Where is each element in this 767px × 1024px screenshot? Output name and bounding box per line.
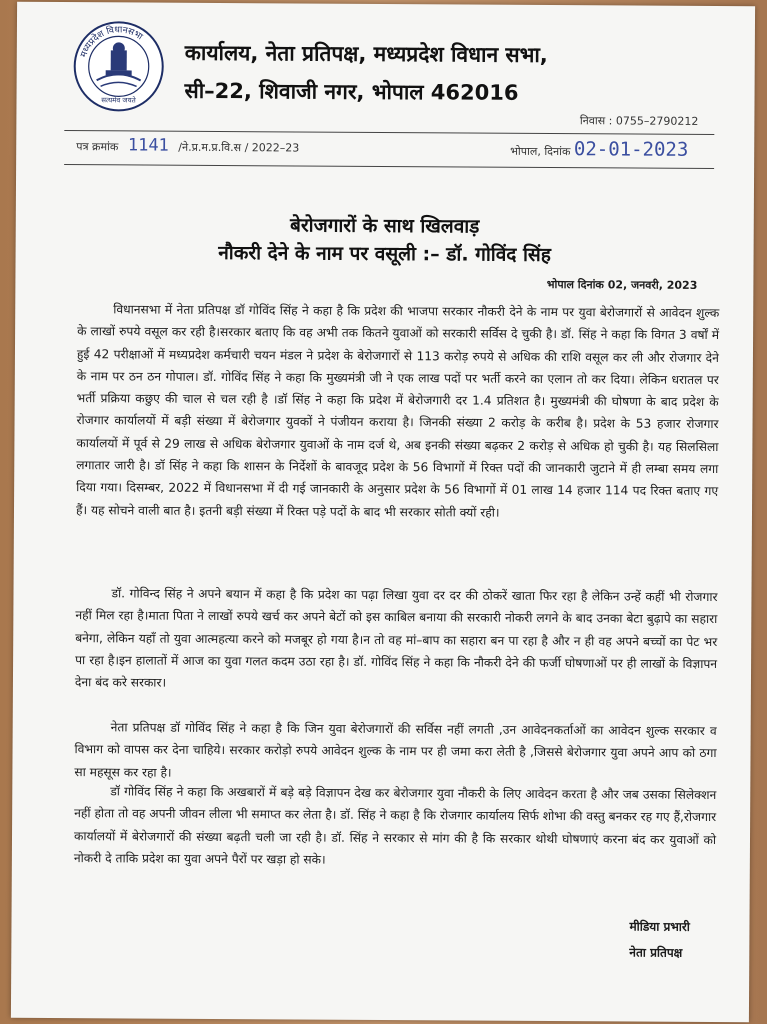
reference-number — [76, 135, 299, 156]
headline-line-2: नौकरी देने के नाम पर वसूली :– डॉ. गोविंद सिंह — [218, 241, 551, 267]
svg-text:मध्यप्रदेश विधानसभा: मध्यप्रदेश विधानसभा — [79, 25, 145, 59]
date-label: भोपाल, दिनांक — [510, 144, 571, 159]
letter-date — [510, 138, 688, 161]
letter-page — [11, 2, 755, 1022]
place-and-date: भोपाल दिनांक 02, जनवरी, 2023 — [546, 277, 698, 292]
svg-text:सत्यमेव जयते: सत्यमेव जयते — [101, 96, 136, 105]
office-address-line: सी–22, शिवाजी नगर, भोपाल 462016 — [184, 78, 519, 105]
handwritten-reference-number: 1141 — [127, 135, 169, 156]
reference-suffix: /ने.प्र.म.प्र.वि.स / 2022–23 — [178, 140, 300, 155]
office-name-line: कार्यालय, नेता प्रतिपक्ष, मध्यप्रदेश विधान सभा, — [184, 40, 548, 67]
signature-office: नेता प्रतिपक्ष — [629, 945, 683, 960]
header-divider-bottom — [64, 164, 714, 169]
handwritten-date: 02-01-2023 — [573, 138, 689, 161]
body-paragraph: नेता प्रतिपक्ष डॉ गोविंद सिंह ने कहा है कि जिन युवा बेरोजगारों की सर्विस नहीं लगती ,उन आवेदनकर्ताओं का आवेदन शुल्क सरकार व विभाग को वापस कर देना चाहिये। सरकार करोड़ो रुपये आवेदन शुल्क के नाम पर ही जमा करा लेती है ,जिससे बेरोजगार युवा अपने आप को ठगा सा महसूस कर रहा है। — [74, 720, 717, 780]
body-paragraph: डॉ. गोविन्द सिंह ने अपने बयान में कहा है कि प्रदेश का पढ़ा लिखा युवा दर दर की ठोकरें खाता फिर रहा है लेकिन उन्हें कहीं भी रोजगार नहीं मिल रहा है।माता पिता ने लाखों रुपये खर्च कर अपने बेटों को इस काबिल बनाया की सरकारी नोकरी लगने के बाद उनका बेटा बुढ़ापे का सहारा बनेगा, लेकिन यहाँ तो युवा आत्महत्या करने को मजबूर हो गया है।न तो वह मां–बाप का सहारा बन पा रहा है और न ही वह अपने बच्चों का पेट भर पा रहा है।इन हालातों में आज का युवा गलत कदम उठा रहा है। डॉ. गोविंद सिंह ने कहा कि नौकरी देने की फर्जी घोषणाओं पर ही लाखों के विज्ञापन देना बंद करे सरकार। — [74, 586, 718, 690]
header-divider-top — [64, 130, 714, 135]
body-paragraph: डॉ गोविंद सिंह ने कहा कि अखबारों में बड़े बड़े विज्ञापन देख कर बेरोजगार युवा नौकरी के लिए आवेदन करता है और जब उसका सिलेक्शन नहीं होता तो वह अपनी जीवन लीला भी समाप्त कर लेता है। डॉ. सिंह ने कहा है कि रोजगार कार्यालय सिर्फ शोभा की वस्तु बनकर रह गए हैं,रोजगार कार्यालयों में बेरोजगारों की संख्या बढ़ती चली जा रही है। डॉ. सिंह ने सरकार से मांग की है कि सरकार थोथी घोषणाएं करना बंद कर युवाओं को नोकरी दे ताकि प्रदेश का युवा अपने पैरों पर खड़ा हो सके। — [73, 784, 717, 867]
reference-label: पत्र क्रमांक — [76, 140, 119, 154]
assembly-seal-logo — [72, 20, 165, 113]
signature-title: मीडिया प्रभारी — [629, 919, 690, 934]
body-paragraph: विधानसभा में नेता प्रतिपक्ष डॉ गोविंद सिंह ने कहा है कि प्रदेश की भाजपा सरकार नौकरी देने के नाम पर युवा बेरोजगारों से आवेदन शुल्क के लाखों रुपये वसूल कर रही है।सरकार बताए कि वह अभी तक कितने युवाओं को सरकारी सर्विस दे चुकी है। डॉ. सिंह ने कहा कि विगत 3 वर्षों में हुई 42 परीक्षाओं में मध्यप्रदेश कर्मचारी चयन मंडल ने प्रदेश के बेरोजगारों से 113 करोड़ रुपये से अधिक की राशि वसूल कर ली और रोजगार देने के नाम पर ठन ठन गोपाल। डॉ. गोविंद सिंह ने कहा कि मुख्यमंत्री जी ने एक लाख पदों पर भर्ती करने का एलान तो कर दिया। लेकिन धरातल पर भर्ती प्रक्रिया कछुए की चाल से चल रही है ।डॉ सिंह ने कहा कि प्रदेश में बेरोजगारी दर 1.4 प्रतिशत है। मुख्यमंत्री की घोषणा के बाद प्रदेश के रोजगार कार्यालयों में बड़ी संख्या में बेरोजगार युवकों ने पंजीयन कराया है। जिनकी संख्या 2 करोड़ के करीब है। प्रदेश के 53 हजार रोजगार कार्यालयों में पूर्व से 29 लाख से अधिक बेरोजगार युवाओं के नाम दर्ज थे, अब इनकी संख्या बढ़कर 2 करोड़ से अधिक हो चुकी है। यह सिलसिला लगातार जारी है। डॉ सिंह ने कहा कि शासन के निर्देशों के बावजूद प्रदेश के 56 विभागों में रिक्त पदों की जानकारी जुटाने में ही लम्बा समय लगा दिया गया। दिसम्बर, 2022 में विधानसभा में दी गई जानकारी के अनुसार प्रदेश के 56 विभागों में 01 लाख 14 हजार 114 पद रिक्त बताए गए हैं। यह सोचने वाली बात है। इतनी बड़ी संख्या में रिक्त पड़े पदों के बाद भी सरकार सोती क्यों रही। — [75, 302, 720, 520]
headline-line-1: बेरोजगारों के साथ खिलवाड़ — [290, 214, 480, 238]
residence-phone: निवास : 0755–2790212 — [579, 114, 699, 128]
